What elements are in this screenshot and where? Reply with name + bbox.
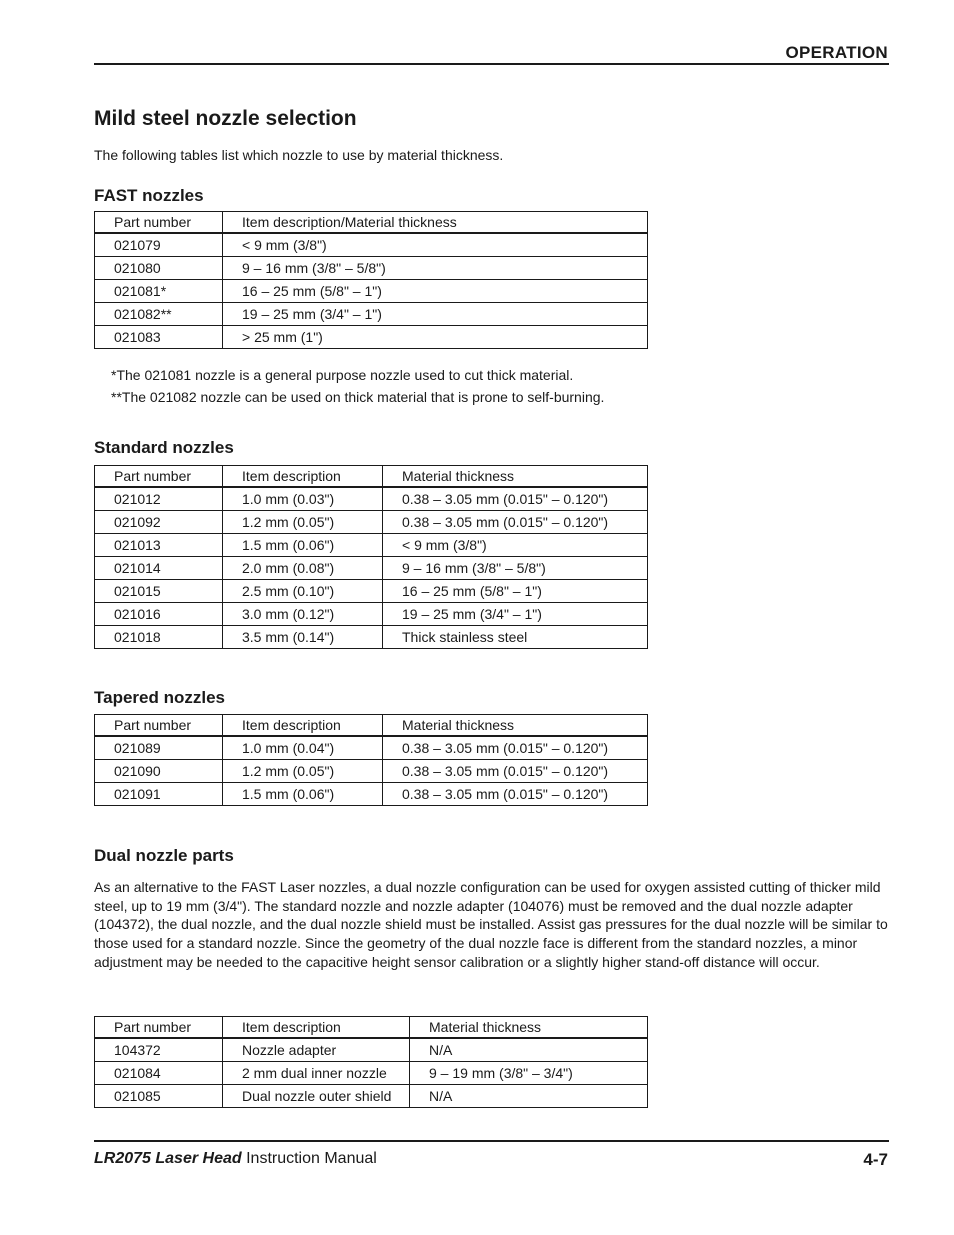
table-cell: 021015 (95, 580, 223, 603)
column-header: Part number (95, 715, 223, 737)
table-cell: 1.2 mm (0.05") (223, 511, 383, 534)
table-cell: 2.0 mm (0.08") (223, 557, 383, 580)
table-cell: 19 – 25 mm (3/4" – 1") (223, 303, 648, 326)
table-row (95, 280, 648, 303)
table-row (95, 233, 648, 257)
footer-doc-type: Instruction Manual (246, 1150, 377, 1167)
table-cell: 021089 (95, 736, 223, 760)
table-cell: 021079 (95, 233, 223, 257)
table-cell: 021018 (95, 626, 223, 649)
table-row (95, 326, 648, 349)
table-header-row (95, 212, 648, 234)
table-header-row (95, 715, 648, 737)
table-cell: > 25 mm (1") (223, 326, 648, 349)
table-header-row (95, 466, 648, 488)
table-row (95, 603, 648, 626)
section-header-label: OPERATION (785, 43, 888, 62)
table-row (95, 580, 648, 603)
table-cell: 1.2 mm (0.05") (223, 760, 383, 783)
table-cell: 021085 (95, 1085, 223, 1108)
table-row (95, 303, 648, 326)
fast-nozzles-title: FAST nozzles (94, 186, 204, 205)
table-cell: 104372 (95, 1038, 223, 1062)
table-row (95, 534, 648, 557)
page-number: 4-7 (863, 1150, 888, 1169)
column-header: Part number (95, 1017, 223, 1039)
table-row (95, 783, 648, 806)
table-cell: 9 – 19 mm (3/8" – 3/4") (410, 1062, 648, 1085)
table-row (95, 1062, 648, 1085)
table-row (95, 760, 648, 783)
column-header: Part number (95, 466, 223, 488)
table-cell: 0.38 – 3.05 mm (0.015" – 0.120") (383, 736, 648, 760)
column-header: Item description (223, 715, 383, 737)
table-cell: 0.38 – 3.05 mm (0.015" – 0.120") (383, 760, 648, 783)
column-header: Material thickness (383, 466, 648, 488)
table-row (95, 736, 648, 760)
footnote: **The 021082 nozzle can be used on thick material that is prone to self-burning. (111, 389, 605, 405)
header-rule (94, 63, 889, 65)
table-cell: < 9 mm (3/8") (223, 233, 648, 257)
table-cell: 3.5 mm (0.14") (223, 626, 383, 649)
table-cell: 9 – 16 mm (3/8" – 5/8") (223, 257, 648, 280)
table-cell: 1.0 mm (0.04") (223, 736, 383, 760)
table-cell: N/A (410, 1038, 648, 1062)
tapered-nozzles-title: Tapered nozzles (94, 688, 225, 707)
table-cell: Dual nozzle outer shield (223, 1085, 410, 1108)
table-row (95, 511, 648, 534)
table-cell: 9 – 16 mm (3/8" – 5/8") (383, 557, 648, 580)
table-cell: Thick stainless steel (383, 626, 648, 649)
table-cell: 021013 (95, 534, 223, 557)
dual-nozzle-paragraph: As an alternative to the FAST Laser nozzles, a dual nozzle configuration can be used for oxygen assisted cutting of thicker mild steel, up to 19 mm (3/4"). The standard nozzle and nozzle adapter (104076) must be removed and the dual nozzle adapter (104372), the dual nozzle, and the dual nozzle shield must be installed. Assist gas pressures for the dual nozzle will be similar to those used for a standard nozzle. Since the geometry of the dual nozzle face is different from the standard nozzles, a minor adjustment may be needed to the capacitive height sensor calibration or a slightly higher stand-off distance will occur. (94, 879, 888, 970)
table-cell: N/A (410, 1085, 648, 1108)
table-cell: 3.0 mm (0.12") (223, 603, 383, 626)
dual-nozzle-title: Dual nozzle parts (94, 846, 234, 865)
intro-text: The following tables list which nozzle to use by material thickness. (94, 147, 504, 163)
footer-rule (94, 1140, 889, 1142)
table-cell: 021084 (95, 1062, 223, 1085)
table-cell: 021080 (95, 257, 223, 280)
dual-nozzle-table (94, 1016, 648, 1108)
column-header: Material thickness (383, 715, 648, 737)
table-row (95, 257, 648, 280)
column-header: Material thickness (410, 1017, 648, 1039)
table-row (95, 626, 648, 649)
table-cell: 16 – 25 mm (5/8" – 1") (223, 280, 648, 303)
table-cell: 0.38 – 3.05 mm (0.015" – 0.120") (383, 511, 648, 534)
footer-document-title (94, 1150, 377, 1168)
table-cell: 021014 (95, 557, 223, 580)
footnote: *The 021081 nozzle is a general purpose nozzle used to cut thick material. (111, 367, 574, 383)
column-header: Item description (223, 1017, 410, 1039)
table-cell: 1.5 mm (0.06") (223, 534, 383, 557)
table-cell: 021090 (95, 760, 223, 783)
table-cell: 021091 (95, 783, 223, 806)
table-cell: 1.5 mm (0.06") (223, 783, 383, 806)
column-header: Item description/Material thickness (223, 212, 648, 234)
table-cell: 021082** (95, 303, 223, 326)
table-cell: 16 – 25 mm (5/8" – 1") (383, 580, 648, 603)
table-cell: 0.38 – 3.05 mm (0.015" – 0.120") (383, 487, 648, 511)
table-row (95, 557, 648, 580)
table-cell: < 9 mm (3/8") (383, 534, 648, 557)
table-row (95, 1038, 648, 1062)
table-cell: 021012 (95, 487, 223, 511)
column-header: Item description (223, 466, 383, 488)
table-cell: 19 – 25 mm (3/4" – 1") (383, 603, 648, 626)
table-cell: 1.0 mm (0.03") (223, 487, 383, 511)
table-cell: 021081* (95, 280, 223, 303)
table-cell: 2.5 mm (0.10") (223, 580, 383, 603)
table-cell: 0.38 – 3.05 mm (0.015" – 0.120") (383, 783, 648, 806)
fast-nozzles-table (94, 211, 648, 349)
table-cell: 021083 (95, 326, 223, 349)
standard-nozzles-table (94, 465, 648, 649)
tapered-nozzles-table (94, 714, 648, 806)
table-header-row (95, 1017, 648, 1039)
column-header: Part number (95, 212, 223, 234)
table-cell: 2 mm dual inner nozzle (223, 1062, 410, 1085)
table-cell: 021016 (95, 603, 223, 626)
standard-nozzles-title: Standard nozzles (94, 438, 234, 457)
table-row (95, 487, 648, 511)
page-title: Mild steel nozzle selection (94, 107, 357, 130)
footer-model-name: LR2075 Laser Head (94, 1150, 242, 1167)
table-cell: Nozzle adapter (223, 1038, 410, 1062)
table-row (95, 1085, 648, 1108)
table-cell: 021092 (95, 511, 223, 534)
